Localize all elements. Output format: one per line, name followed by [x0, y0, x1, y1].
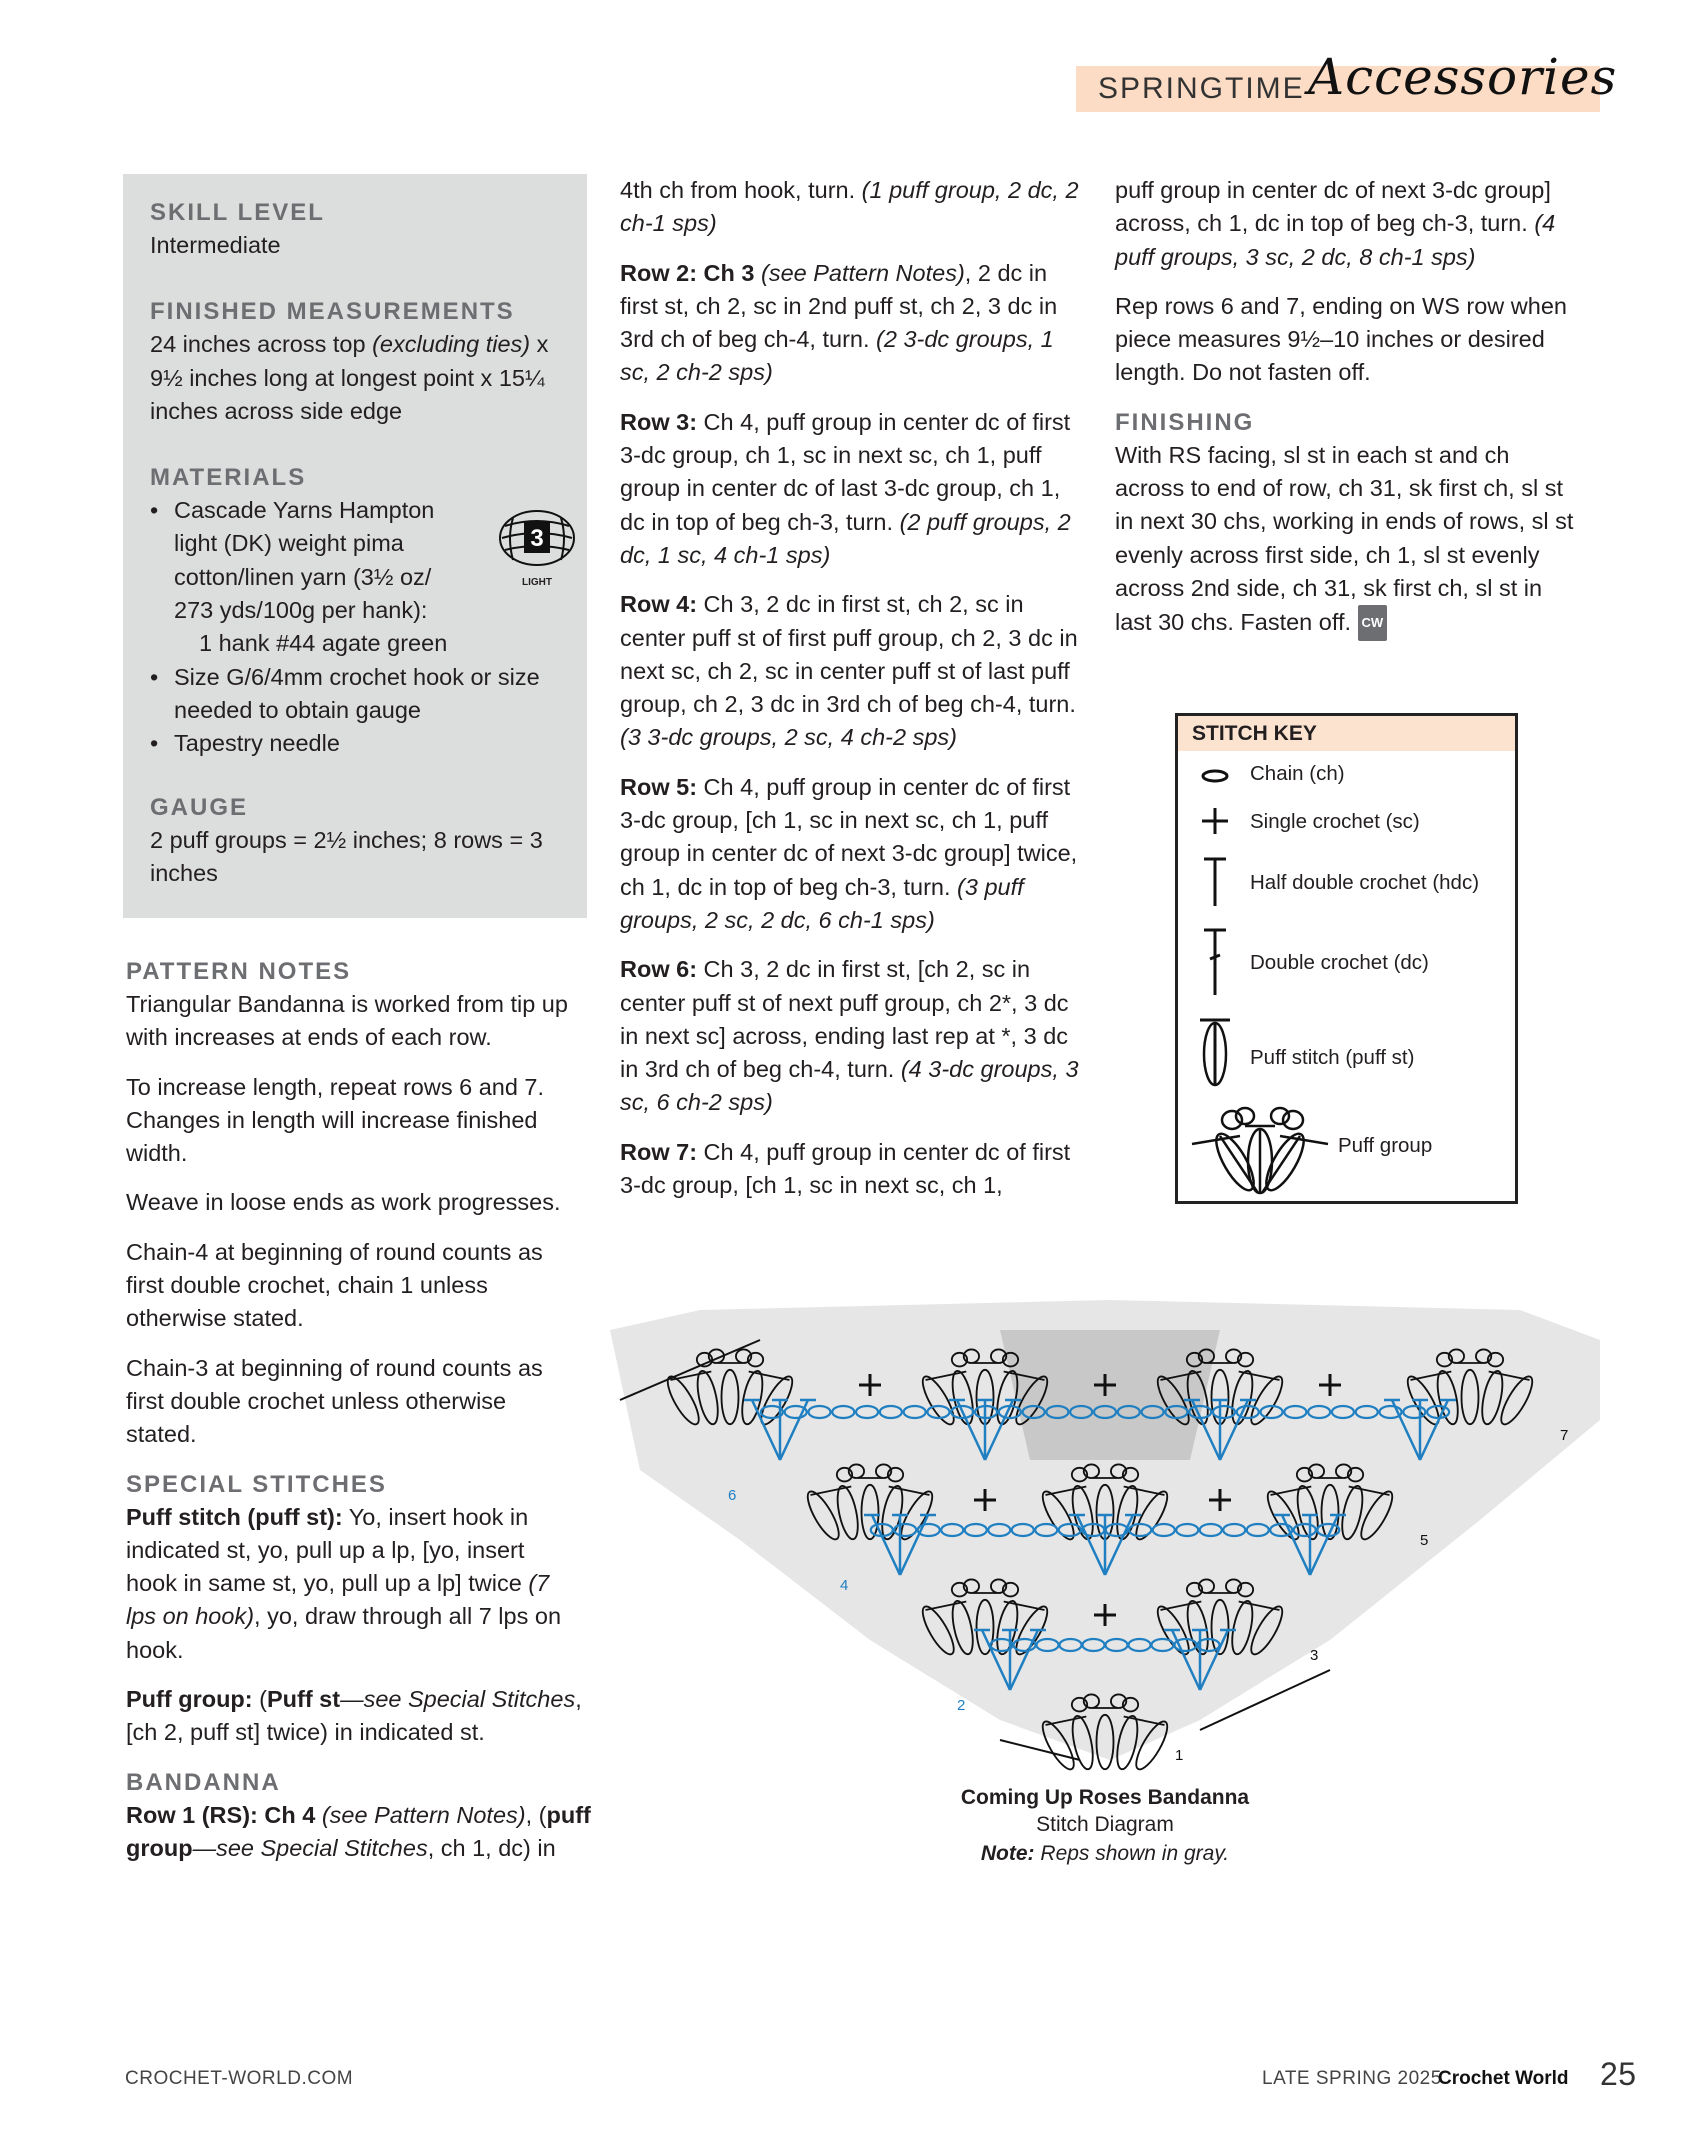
key-label: Chain (ch) — [1250, 762, 1345, 785]
text-run: Rep rows 6 and 7, ending on WS row when piece measures 9½–10 inches or desired length. Do not fasten off. — [1115, 292, 1567, 386]
note: To increase length, repeat rows 6 and 7. Changes in length will increase finished width. — [126, 1073, 545, 1167]
row-number: 4 — [840, 1577, 849, 1594]
diagram-note — [850, 1842, 1360, 1866]
text-run: Ch 4, puff group in center dc of first 3-dc group, [ch 1, sc in next sc, ch 1, puff group in center dc of next 3-dc group] twice, ch 1, dc in top of beg ch-3, turn. — [620, 773, 1078, 900]
text-run: (3 3-dc groups, 2 sc, 4 ch-2 sps) — [620, 724, 957, 751]
pattern-notes-heading: PATTERN NOTES — [126, 958, 352, 985]
note-label: Note: — [980, 1842, 1035, 1865]
text-run: (excluding ties) — [372, 331, 531, 358]
text-run: Ch 4, puff group in center dc of first 3-dc group, ch 1, sc in next sc, ch 1, puff group in center dc of last 3-dc group, ch 1, dc in top of beg ch-3, turn. — [620, 408, 1071, 535]
note-text: Reps shown in gray. — [1034, 1842, 1230, 1865]
measurements — [150, 328, 570, 428]
text-run: (4 puff groups, 3 sc, 2 dc, 8 ch-1 sps) — [1115, 210, 1556, 270]
row-number: 1 — [1175, 1747, 1184, 1764]
double-crochet-icon — [1200, 927, 1230, 997]
materials-heading: MATERIALS — [150, 464, 307, 492]
material-text: Cascade Yarns Hampton light (DK) weight pima cotton/linen yarn (3½ oz/ 273 yds/100g per hank): — [174, 497, 435, 624]
text-run: 4th ch from hook, turn. — [620, 177, 862, 203]
text-run: , [ch 2, puff st] twice) in indicated st. — [126, 1686, 582, 1746]
text-run: 24 inches across top — [150, 331, 373, 358]
text-run: (4 3-dc groups, 3 sc, 6 ch-2 sps) — [620, 1056, 1079, 1116]
row-instructions — [620, 174, 1090, 241]
skill-heading: SKILL LEVEL — [150, 199, 325, 226]
note: Triangular Bandanna is worked from tip up with increases at ends of each row. — [126, 991, 568, 1051]
gauge: 2 puff groups = 2½ inches; 8 rows = 3 inches — [150, 826, 543, 886]
diagram-caption-title: Coming Up Roses Bandanna — [960, 1786, 1250, 1809]
text-run: (2 puff groups, 2 dc, 1 sc, 4 ch-1 sps) — [620, 508, 1071, 568]
stitch-diagram — [600, 1290, 1610, 1785]
text-run: , ( — [525, 1801, 547, 1828]
text-run: Row 7: — [620, 1138, 698, 1165]
bandanna-heading: BANDANNA — [126, 1768, 281, 1796]
material-needle: • Tapestry needle — [150, 727, 570, 760]
left-column — [126, 955, 596, 1881]
row-1-instructions — [126, 1799, 596, 1866]
middle-column — [620, 174, 1090, 1218]
row-instructions — [620, 1136, 1090, 1203]
text-run: Ch 4, puff group in center dc of first 3-dc group, [ch 1, sc in next sc, ch 1, — [620, 1138, 1071, 1199]
text-run: Ch 3, 2 dc in first st, ch 2, sc in center puff st of first puff group, ch 2, 3 dc in next sc, ch 2, sc in center puff st of last puff group, ch 2, 3 dc in 3rd ch of beg ch-4, turn. — [620, 591, 1078, 718]
text-run: (see Pattern Notes) — [761, 259, 965, 286]
note: Chain-4 at beginning of round counts as first double crochet, chain 1 unless otherwise stated. — [126, 1238, 543, 1332]
key-label: Puff group — [1338, 1134, 1433, 1157]
measurements-heading: FINISHED MEASUREMENTS — [150, 298, 515, 326]
footer-magazine: Crochet World — [1438, 2068, 1569, 2089]
text-run: Puff st — [266, 1686, 341, 1713]
text-run: Row 2: Ch 3 — [620, 259, 762, 286]
text-run: —see Special Stitches — [192, 1834, 428, 1861]
text-run: Row 5: — [620, 773, 698, 800]
section-banner — [1076, 48, 1618, 112]
text-run: (see Pattern Notes) — [321, 1801, 526, 1828]
text-run: Puff group: — [126, 1686, 253, 1713]
finishing-heading: FINISHING — [1115, 408, 1255, 436]
text-run: (3 puff groups, 2 sc, 2 dc, 6 ch-1 sps) — [620, 873, 1024, 933]
puff-stitch-definition — [126, 1501, 566, 1667]
text-run: (7 lps on hook) — [126, 1570, 550, 1630]
row-number: 3 — [1310, 1647, 1319, 1664]
yarn-weight-icon — [497, 508, 577, 589]
row-number: 2 — [957, 1697, 966, 1714]
text-run: (1 puff group, 2 dc, 2 ch-1 sps) — [620, 177, 1079, 237]
text-run: Yo, insert hook in indicated st, yo, pull up a lp, [yo, insert hook in same st, yo, pull up a lp] twice — [126, 1503, 529, 1597]
text-run: —see Special Stitches — [340, 1686, 576, 1713]
row-instructions — [620, 257, 1090, 390]
footer-issue: LATE SPRING 2025 — [1262, 2068, 1442, 2089]
stitch-key — [1175, 713, 1518, 1204]
row-number: 5 — [1420, 1532, 1429, 1549]
footer-site: CROCHET-WORLD.COM — [125, 2068, 354, 2089]
text-run: , ch 1, dc) in — [427, 1834, 556, 1861]
instructions — [1115, 290, 1585, 390]
text-run: Row 4: — [620, 591, 698, 618]
special-stitches-heading: SPECIAL STITCHES — [126, 1470, 387, 1498]
text-run: Ch 3, 2 dc in first st, [ch 2, sc in center puff st of next puff group, ch 2*, 3 dc in next sc] across, ending last rep at *, 3 dc in 3rd ch of beg ch-4, turn. — [620, 956, 1069, 1083]
note: Chain-3 at beginning of round counts as first double crochet unless otherwise stated. — [126, 1354, 543, 1448]
chain-icon — [1200, 768, 1230, 784]
text-run: Row 3: — [620, 408, 698, 435]
key-label: Single crochet (sc) — [1250, 810, 1420, 833]
right-column — [1115, 174, 1585, 657]
material-sub: 1 hank #44 agate green — [199, 630, 448, 657]
text-run: ( — [252, 1686, 267, 1713]
stitch-key-title: STITCH KEY — [1178, 716, 1515, 751]
cw-badge: CW — [1358, 605, 1388, 640]
material-hook: • Size G/6/4mm crochet hook or size needed to obtain gauge — [150, 661, 570, 728]
reps-shading — [1000, 1330, 1220, 1460]
puff-group-icon — [1190, 1106, 1330, 1196]
text-run: , 2 dc in first st, ch 2, sc in 2nd puff st, ch 2, 3 dc in 3rd ch of beg ch-4, turn. — [620, 259, 1058, 353]
row-number: 7 — [1560, 1427, 1569, 1444]
yarn-weight-label: LIGHT — [522, 577, 552, 589]
diagram-caption-subtitle: Stitch Diagram — [1036, 1813, 1174, 1836]
key-label: Half double crochet (hdc) — [1250, 871, 1480, 894]
section-title: Accessories — [1308, 48, 1618, 106]
finishing-text: With RS facing, sl st in each st and ch across to end of row, ch 31, sk first ch, sl st in next 30 chs, working in ends of rows, sl st evenly across first side, ch 1, sl st evenly across 2nd side, ch 31, sk first ch, sl st in last 30 chs. Fasten off. — [1115, 441, 1574, 636]
text-run: (2 3-dc groups, 1 sc, 2 ch-2 sps) — [620, 326, 1054, 386]
row-instructions — [620, 406, 1090, 572]
yarn-weight-number: 3 — [530, 525, 544, 552]
puff-group-definition — [126, 1683, 596, 1750]
text-run: puff group in center dc of next 3-dc group] across, ch 1, dc in top of beg ch-3, turn. — [1115, 177, 1551, 237]
single-crochet-icon — [1200, 806, 1230, 836]
row-instructions — [620, 771, 1090, 937]
note: Weave in loose ends as work progresses. — [126, 1189, 561, 1216]
text-run: Row 6: — [620, 956, 698, 983]
puff-stitch-icon — [1198, 1018, 1232, 1088]
section-label: SPRINGTIME — [1098, 72, 1305, 105]
row-number: 6 — [728, 1487, 737, 1504]
text-run: puff group — [126, 1801, 591, 1861]
half-double-crochet-icon — [1200, 856, 1230, 908]
finishing-instructions — [1115, 439, 1585, 641]
text-run: Puff stitch (puff st): — [126, 1503, 343, 1530]
key-label: Puff stitch (puff st) — [1250, 1046, 1415, 1069]
key-label: Double crochet (dc) — [1250, 951, 1429, 974]
gauge-heading: GAUGE — [150, 793, 249, 821]
skill-level: Intermediate — [150, 232, 281, 258]
info-box-content — [150, 196, 570, 906]
instructions — [1115, 174, 1585, 274]
text-run: , yo, draw through all 7 lps on hook. — [126, 1603, 562, 1663]
row-instructions — [620, 588, 1090, 754]
text-run: Row 1 (RS): Ch 4 — [126, 1801, 322, 1828]
page-number: 25 — [1600, 2056, 1637, 2092]
text-run: x 9½ inches long at longest point x 15¼ inches across side edge — [150, 331, 549, 424]
row-instructions — [620, 953, 1090, 1119]
